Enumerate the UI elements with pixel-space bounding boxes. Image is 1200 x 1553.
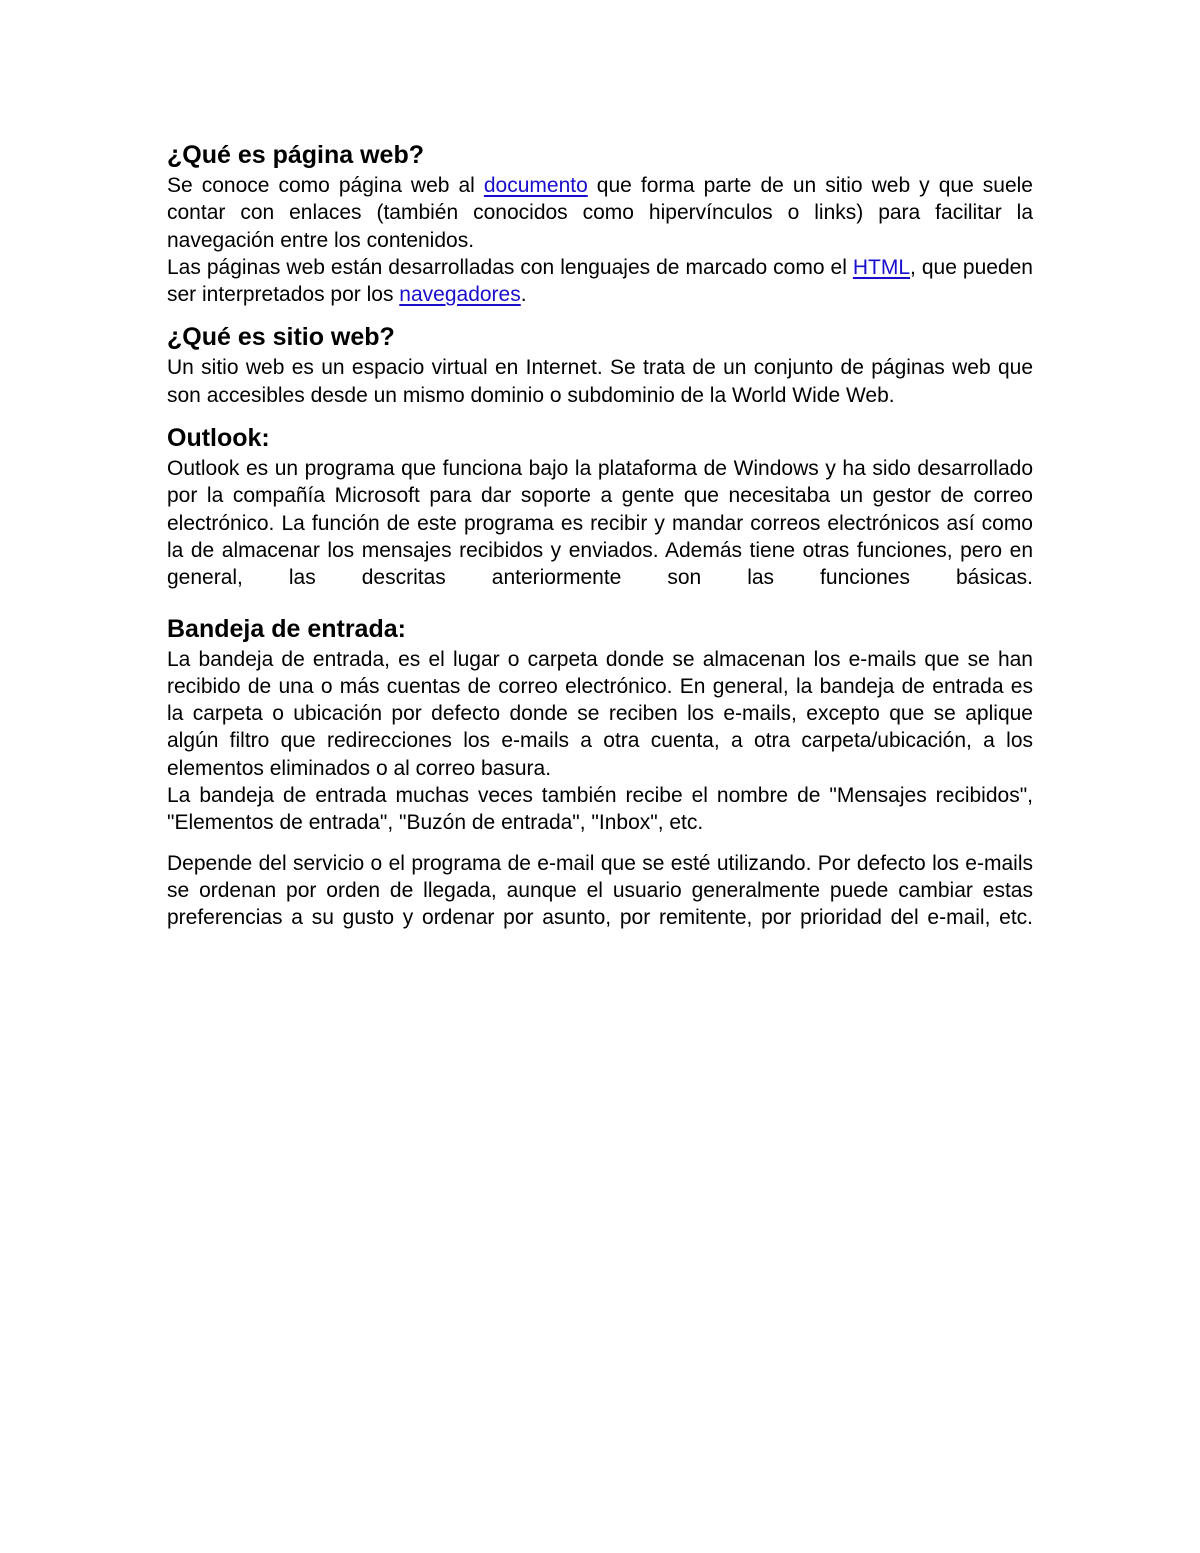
paragraph-bandeja-definition: La bandeja de entrada, es el lugar o carpeta donde se almacenan los e-mails que se han recibido de una o más cuentas de correo electrónico. En general, la bandeja de entrada es la carpeta o ubicación por defecto donde se reciben los e-mails, excepto que se aplique algún filtro que redirecciones los e-mails a otra cuenta, a otra carpeta/ubicación, a los elementos eliminados o al correo basura.: [167, 647, 1033, 780]
text-segment: Las páginas web están desarrolladas con lenguajes de marcado como el: [167, 255, 853, 279]
section-outlook: [167, 421, 1033, 591]
text-segment: Se conoce como página web al: [167, 174, 484, 197]
heading-outlook: Outlook:: [167, 424, 270, 453]
paragraph-pagina-web-definition: [167, 172, 1033, 254]
spacer: [167, 592, 1033, 612]
spacer: [167, 409, 1033, 421]
paragraph-sitio-web: Un sitio web es un espacio virtual en Internet. Se trata de un conjunto de páginas web que son accesibles desde un mismo dominio o subdominio de la World Wide Web.: [167, 356, 1033, 407]
link-html[interactable]: HTML: [852, 255, 911, 279]
spacer: [167, 308, 1033, 320]
heading-bandeja-entrada: Bandeja de entrada:: [167, 614, 406, 643]
paragraph-bandeja-orden: Depende del servicio o el programa de e-mail que se esté utilizando. Por defecto los e-mails se ordenan por orden de llegada, aunque el usuario generalmente puede cambiar estas preferencias a su gusto y ordenar por asunto, por remitente, por prioridad del e-mail, etc.: [167, 851, 1033, 930]
paragraph-outlook: Outlook es un programa que funciona bajo la plataforma de Windows y ha sido desarrollado por la compañía Microsoft para dar soporte a gente que necesitaba un gestor de correo electrónico. La función de este programa es recibir y mandar correos electrónicos así como la de almacenar los mensajes recibidos y enviados. Además tiene otras funciones, pero en general, las descritas anteriormente son las funciones básicas.: [167, 457, 1033, 590]
paragraph-bandeja-nombres: La bandeja de entrada muchas veces también recibe el nombre de "Mensajes recibidos", "Elementos de entrada", "Buzón de entrada", "Inbox", etc.: [167, 784, 1033, 835]
text-segment: que forma parte de un sitio web y que suele contar con enlaces (también conocidos como hipervínculos o links) para facilitar la navegación entre los contenidos.: [167, 174, 1033, 252]
section-bandeja-entrada: [167, 612, 1033, 932]
section-sitio-web: [167, 320, 1033, 409]
spacer: [167, 837, 1033, 850]
heading-sitio-web: ¿Qué es sitio web?: [167, 323, 395, 352]
link-documento[interactable]: documento: [483, 174, 588, 197]
text-segment: .: [520, 283, 527, 307]
document-page: [167, 138, 1033, 932]
paragraph-pagina-web-html: [167, 254, 1033, 309]
heading-pagina-web: ¿Qué es página web?: [167, 141, 424, 169]
link-navegadores[interactable]: navegadores: [399, 283, 521, 307]
section-pagina-web: [167, 138, 1033, 308]
text-segment: , que pueden ser interpretados por los: [167, 255, 1033, 307]
